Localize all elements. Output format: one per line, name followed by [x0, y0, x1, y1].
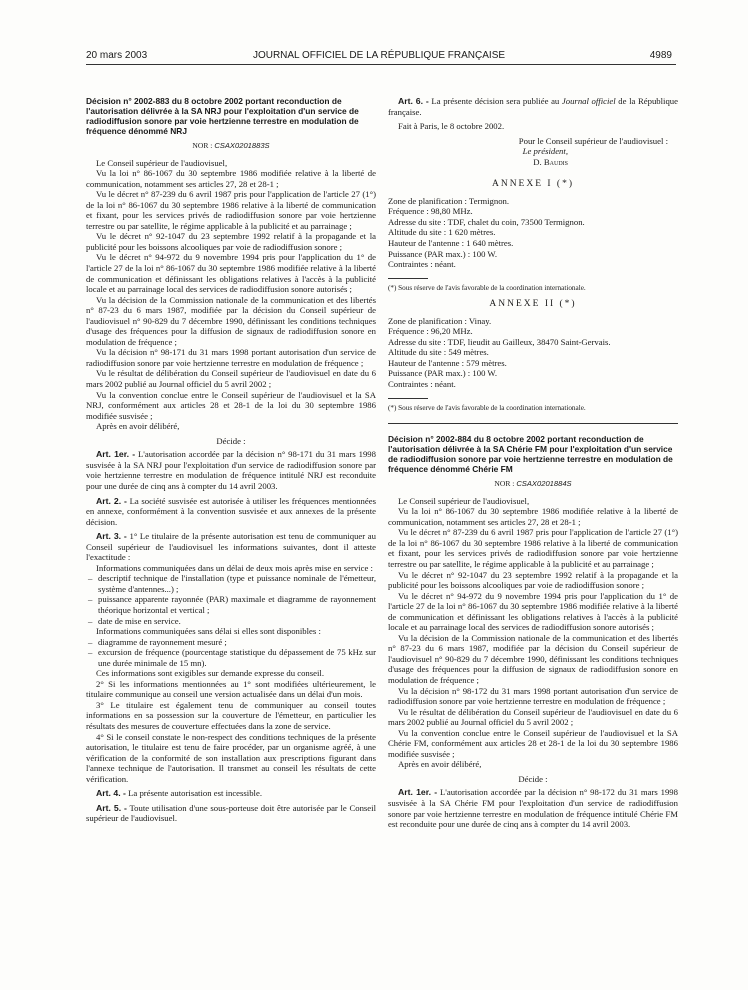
article-4	[86, 788, 376, 799]
list-item: – date de mise en service.	[88, 615, 181, 626]
paragraph: 2° Si les informations mentionnées au 1° sont modifiées ultérieurement, le titulaire communique au conseil une version actualisée dans un délai d'un mois.	[86, 678, 376, 700]
article-text: La société susvisée est autorisée à utiliser les fréquences mentionnées en annexe, conformément à la convention susvisée et aux annexes de la présente décision.	[86, 495, 376, 527]
paragraph: Vu la décision n° 98-171 du 31 mars 1998 portant autorisation d'un service de radiodiffusion sonore par voie hertzienne terrestre en modulation de fréquence ;	[86, 347, 376, 368]
paragraph: Vu le décret n° 87-239 du 6 avril 1987 pris pour l'application de l'article 27 (1°) de la loi n° 86-1067 du 30 septembre 1986 relative à la liberté de communication et fixant, pour les services privés de radiodiffusion sonore par voie hertzienne terrestre ou par satellite, le régime applicable à la publicité et au parrainage ;	[86, 189, 376, 231]
article-label: Art. 5. -	[96, 802, 127, 813]
annex-line: Altitude du site : 549 mètres.	[388, 347, 489, 358]
paragraph: Vu le décret n° 92-1047 du 23 septembre 1992 relatif à la propagande et la publicité pour les boissons alcooliques par voie de radiodiffusion sonore ;	[86, 231, 376, 252]
list-item: – diagramme de rayonnement mesuré ;	[88, 636, 227, 647]
footnote: (*) Sous réserve de l'avis favorable de la coordination internationale.	[388, 283, 586, 292]
paragraph: Vu le décret n° 94-972 du 9 novembre 1994 pris pour l'application du 1° de l'article 27 de la loi n° 86-1067 du 30 septembre 1986 modifiée relative à la liberté de communication et définissant les obligations relatives à l'accès à la publicité locale et au parrainage local des services de radiodiffusion sonore autorisés ;	[86, 252, 376, 295]
annex-line: Adresse du site : TDF, lieudit au Gailleux, 38470 Saint-Gervais.	[388, 336, 611, 347]
paragraph: Vu le résultat de délibération du Conseil supérieur de l'audiovisuel en date du 6 mars 2002 publié au Journal officiel du 5 avril 2002 ;	[86, 368, 376, 390]
nor-code: CSAX0201883S	[214, 141, 270, 150]
signatory-name: D. Baudis	[533, 156, 568, 167]
article-text: 1° Le titulaire de la présente autorisation est tenu de communiquer au Conseil supérieur de l'audiovisuel les informations suivantes, dont il atteste l'exactitude :	[86, 531, 377, 563]
right-column	[388, 96, 678, 830]
paragraph: 4° Si le conseil constate le non-respect des conditions techniques de la présente autorisation, le titulaire est tenu de faire procéder, par un organisme agréé, à une vérification de la conformité de son installation aux prescriptions figurant dans l'annexe technique de l'autorisation. Il transmet au conseil les résultats de cette vérification.	[86, 731, 376, 784]
article-label: Art. 1er. -	[96, 449, 136, 460]
annex-line: Fréquence : 98,80 MHz.	[388, 206, 473, 217]
annex-2-details	[388, 316, 678, 390]
annex-line: Puissance (PAR max.) : 100 W.	[388, 248, 497, 259]
nor-code: CSAX0201884S	[516, 479, 572, 489]
annex-line: Fréquence : 96,20 MHz.	[388, 326, 473, 337]
article-label: Art. 2. -	[96, 495, 127, 506]
paragraph: Le Conseil supérieur de l'audiovisuel,	[398, 495, 530, 506]
paragraph: Après en avoir délibéré,	[398, 759, 482, 770]
annex-line: Zone de planification : Vinay.	[388, 315, 492, 326]
journal-officiel-ref: Journal officiel	[561, 96, 616, 106]
place-date: Fait à Paris, le 8 octobre 2002.	[398, 121, 505, 132]
paragraph: Vu la convention conclue entre le Conseil supérieur de l'audiovisuel et la SA Chérie FM, conformément aux articles 28 et 28-1 de la loi du 30 septembre 1986 modifiée susvisée ;	[388, 727, 678, 759]
paragraph: Informations communiquées dans un délai de deux mois après mise en service :	[96, 562, 373, 573]
signatory-line: Pour le Conseil supérieur de l'audiovisuel :	[518, 135, 668, 146]
issue-date: 20 mars 2003	[86, 50, 148, 61]
decision-title: Décision n° 2002-884 du 8 octobre 2002 portant reconduction de l'autorisation délivrée à la SA Chérie FM pour l'exploitation d'un service de radiodiffusion sonore par voie hertzienne terrestre en modulation de fréquence dénommé Chérie FM	[388, 434, 673, 475]
footnote: (*) Sous réserve de l'avis favorable de la coordination internationale.	[388, 403, 586, 412]
paragraph: Ces informations sont exigibles sur demande expresse du conseil.	[96, 668, 325, 679]
article-label: Art. 6. -	[398, 96, 429, 106]
article-3	[86, 531, 376, 563]
footnote-rule	[388, 398, 428, 399]
paragraph: Vu la loi n° 86-1067 du 30 septembre 1986 modifiée relative à la liberté de communication, notamment ses articles 27, 28 et 28-1 ;	[86, 168, 376, 189]
article-text: Toute utilisation d'une sous-porteuse doit être autorisée par le Conseil supérieur de l'audiovisuel.	[86, 802, 376, 824]
paragraph: Vu la décision de la Commission nationale de la communication et des libertés n° 87-23 du 6 mars 1987, modifiée par la décision du Conseil supérieur de l'audiovisuel n° 90-829 du 7 décembre 1990, définissant les conditions techniques d'usage des fréquences pour la diffusion de signaux de radiodiffusion sonore en modulation de fréquence ;	[86, 294, 376, 347]
decide-heading: Décide :	[518, 773, 548, 784]
annex-1-title: ANNEXE I (*)	[491, 179, 575, 190]
info-list-1	[86, 573, 376, 626]
list-item: – puissance apparente rayonnée (PAR) maximale et diagramme de rayonnement théorique horizontal et vertical ;	[88, 594, 376, 615]
header-rule	[86, 64, 676, 65]
decision-title: Décision n° 2002-883 du 8 octobre 2002 portant reconduction de l'autorisation délivrée à la SA NRJ pour l'exploitation d'un service de radiodiffusion sonore par voie hertzienne terrestre en modulation de fréquence dénommé NRJ	[86, 96, 359, 136]
nor-label: NOR :	[494, 479, 515, 489]
article-1	[388, 787, 678, 829]
paragraph: Vu la loi n° 86-1067 du 30 septembre 1986 modifiée relative à la liberté de communication, notamment ses articles 27, 28 et 28-1 ;	[388, 506, 678, 527]
article-label: Art. 4. -	[96, 788, 126, 799]
paragraph: Vu la décision de la Commission nationale de la communication et des libertés n° 87-23 du 6 mars 1987, modifiée par la décision du Conseil supérieur de l'audiovisuel n° 90-829 du 7 décembre 1990, définissant les conditions techniques d'usage des fréquences pour la diffusion de signaux de radiodiffusion sonore en modulation de fréquence ;	[388, 632, 678, 685]
paragraph: 3° Le titulaire est également tenu de communiquer au conseil toutes informations en sa possession sur la couverture de l'émetteur, en particulier les résultats des mesures de couverture effectuées dans la zone de service.	[86, 699, 376, 731]
article-text: La présente autorisation est incessible.	[128, 788, 262, 799]
paragraph: Après en avoir délibéré,	[96, 421, 180, 432]
paragraph: Vu le décret n° 92-1047 du 23 septembre 1992 relatif à la propagande et la publicité pour les boissons alcooliques par voie de radiodiffusion sonore ;	[388, 569, 678, 591]
article-text: L'autorisation accordée par la décision n° 98-172 du 31 mars 1998 susvisée à la SA Chérie FM pour l'exploitation d'un service de radiodiffusion sonore par voie hertzienne terrestre en modulation de fréquence intitulé Chérie FM est reconduite pour une durée de cinq ans à compter du 14 avril 2003.	[388, 787, 678, 830]
article-2	[86, 496, 376, 528]
list-item: – descriptif technique de l'installation (type et puissance nominale de l'émetteur, système d'antennes...) ;	[88, 573, 376, 594]
annex-line: Altitude du site : 1 620 mètres.	[388, 227, 496, 238]
journal-title: JOURNAL OFFICIEL DE LA RÉPUBLIQUE FRANÇAISE	[252, 50, 506, 61]
signatory-title: Le président,	[522, 146, 568, 157]
article-6: Art. 6. - La présente décision sera publiée au Journal officiel de la République française.	[388, 96, 679, 117]
footnote-rule	[388, 278, 428, 279]
article-5	[86, 803, 376, 824]
annex-line: Hauteur de l'antenne : 1 640 mètres.	[388, 238, 514, 249]
annex-line: Zone de planification : Termignon.	[388, 195, 510, 206]
paragraph: Vu le résultat de délibération du Conseil supérieur de l'audiovisuel en date du 6 mars 2002 publié au Journal officiel du 5 avril 2002 ;	[388, 706, 678, 728]
nor-label: NOR :	[192, 141, 213, 150]
paragraph: Vu le décret n° 94-972 du 9 novembre 1994 pris pour l'application du 1° de l'article 27 de la loi n° 86-1067 du 30 septembre 1986 modifiée relative à la liberté de communication et définissant les obligations relatives à l'accès à la publicité locale et au parrainage local des services de radiodiffusion sonore autorisés ;	[388, 590, 678, 633]
page-number: 4989	[649, 50, 672, 61]
article-text: L'autorisation accordée par la décision n° 98-171 du 31 mars 1998 susvisée à la SA NRJ pour l'exploitation d'un service de radiodiffusion sonore par voie hertzienne terrestre en modulation de fréquence intitulé NRJ est reconduite pour une durée de cinq ans à compter du 14 avril 2003.	[86, 449, 376, 491]
article-label: Art. 3. -	[96, 531, 127, 542]
list-item: – excursion de fréquence (pourcentage statistique du dépassement de 75 kHz sur une durée minimale de 15 mn).	[88, 647, 376, 668]
decide-heading: Décide :	[216, 435, 246, 446]
article-label: Art. 1er. -	[398, 787, 438, 798]
info-list-2	[86, 637, 376, 669]
paragraph: Vu la convention conclue entre le Conseil supérieur de l'audiovisuel et la SA NRJ, conformément aux articles 28 et 28-1 de la loi du 30 septembre 1986 modifiée susvisée ;	[86, 389, 376, 421]
section-rule	[388, 423, 678, 424]
paragraph: Informations communiquées sans délai si elles sont disponibles :	[96, 626, 321, 637]
paragraph: Vu la décision n° 98-172 du 31 mars 1998 portant autorisation d'un service de radiodiffusion sonore par voie hertzienne terrestre en modulation de fréquence ;	[388, 685, 678, 707]
paragraph: Le Conseil supérieur de l'audiovisuel,	[96, 157, 228, 168]
annex-line: Puissance (PAR max.) : 100 W.	[388, 368, 497, 379]
annex-line: Contraintes : néant.	[388, 379, 456, 390]
annex-1-details	[388, 196, 678, 270]
article-1	[86, 449, 376, 491]
annex-line: Contraintes : néant.	[388, 259, 456, 270]
annex-2-title: ANNEXE II (*)	[489, 299, 577, 310]
nor-reference	[86, 141, 376, 152]
annex-line: Adresse du site : TDF, chalet du coin, 73500 Termignon.	[388, 216, 585, 227]
left-column	[86, 96, 376, 824]
nor-reference	[388, 479, 678, 490]
paragraph: Vu le décret n° 87-239 du 6 avril 1987 pris pour l'application de l'article 27 (1°) de la loi n° 86-1067 du 30 septembre 1986 relative à la liberté de communication et fixant, pour les services privés de radiodiffusion sonore par voie hertzienne terrestre ou par satellite, le régime applicable à la publicité et au parrainage ;	[388, 527, 678, 569]
annex-line: Hauteur de l'antenne : 579 mètres.	[388, 357, 507, 368]
